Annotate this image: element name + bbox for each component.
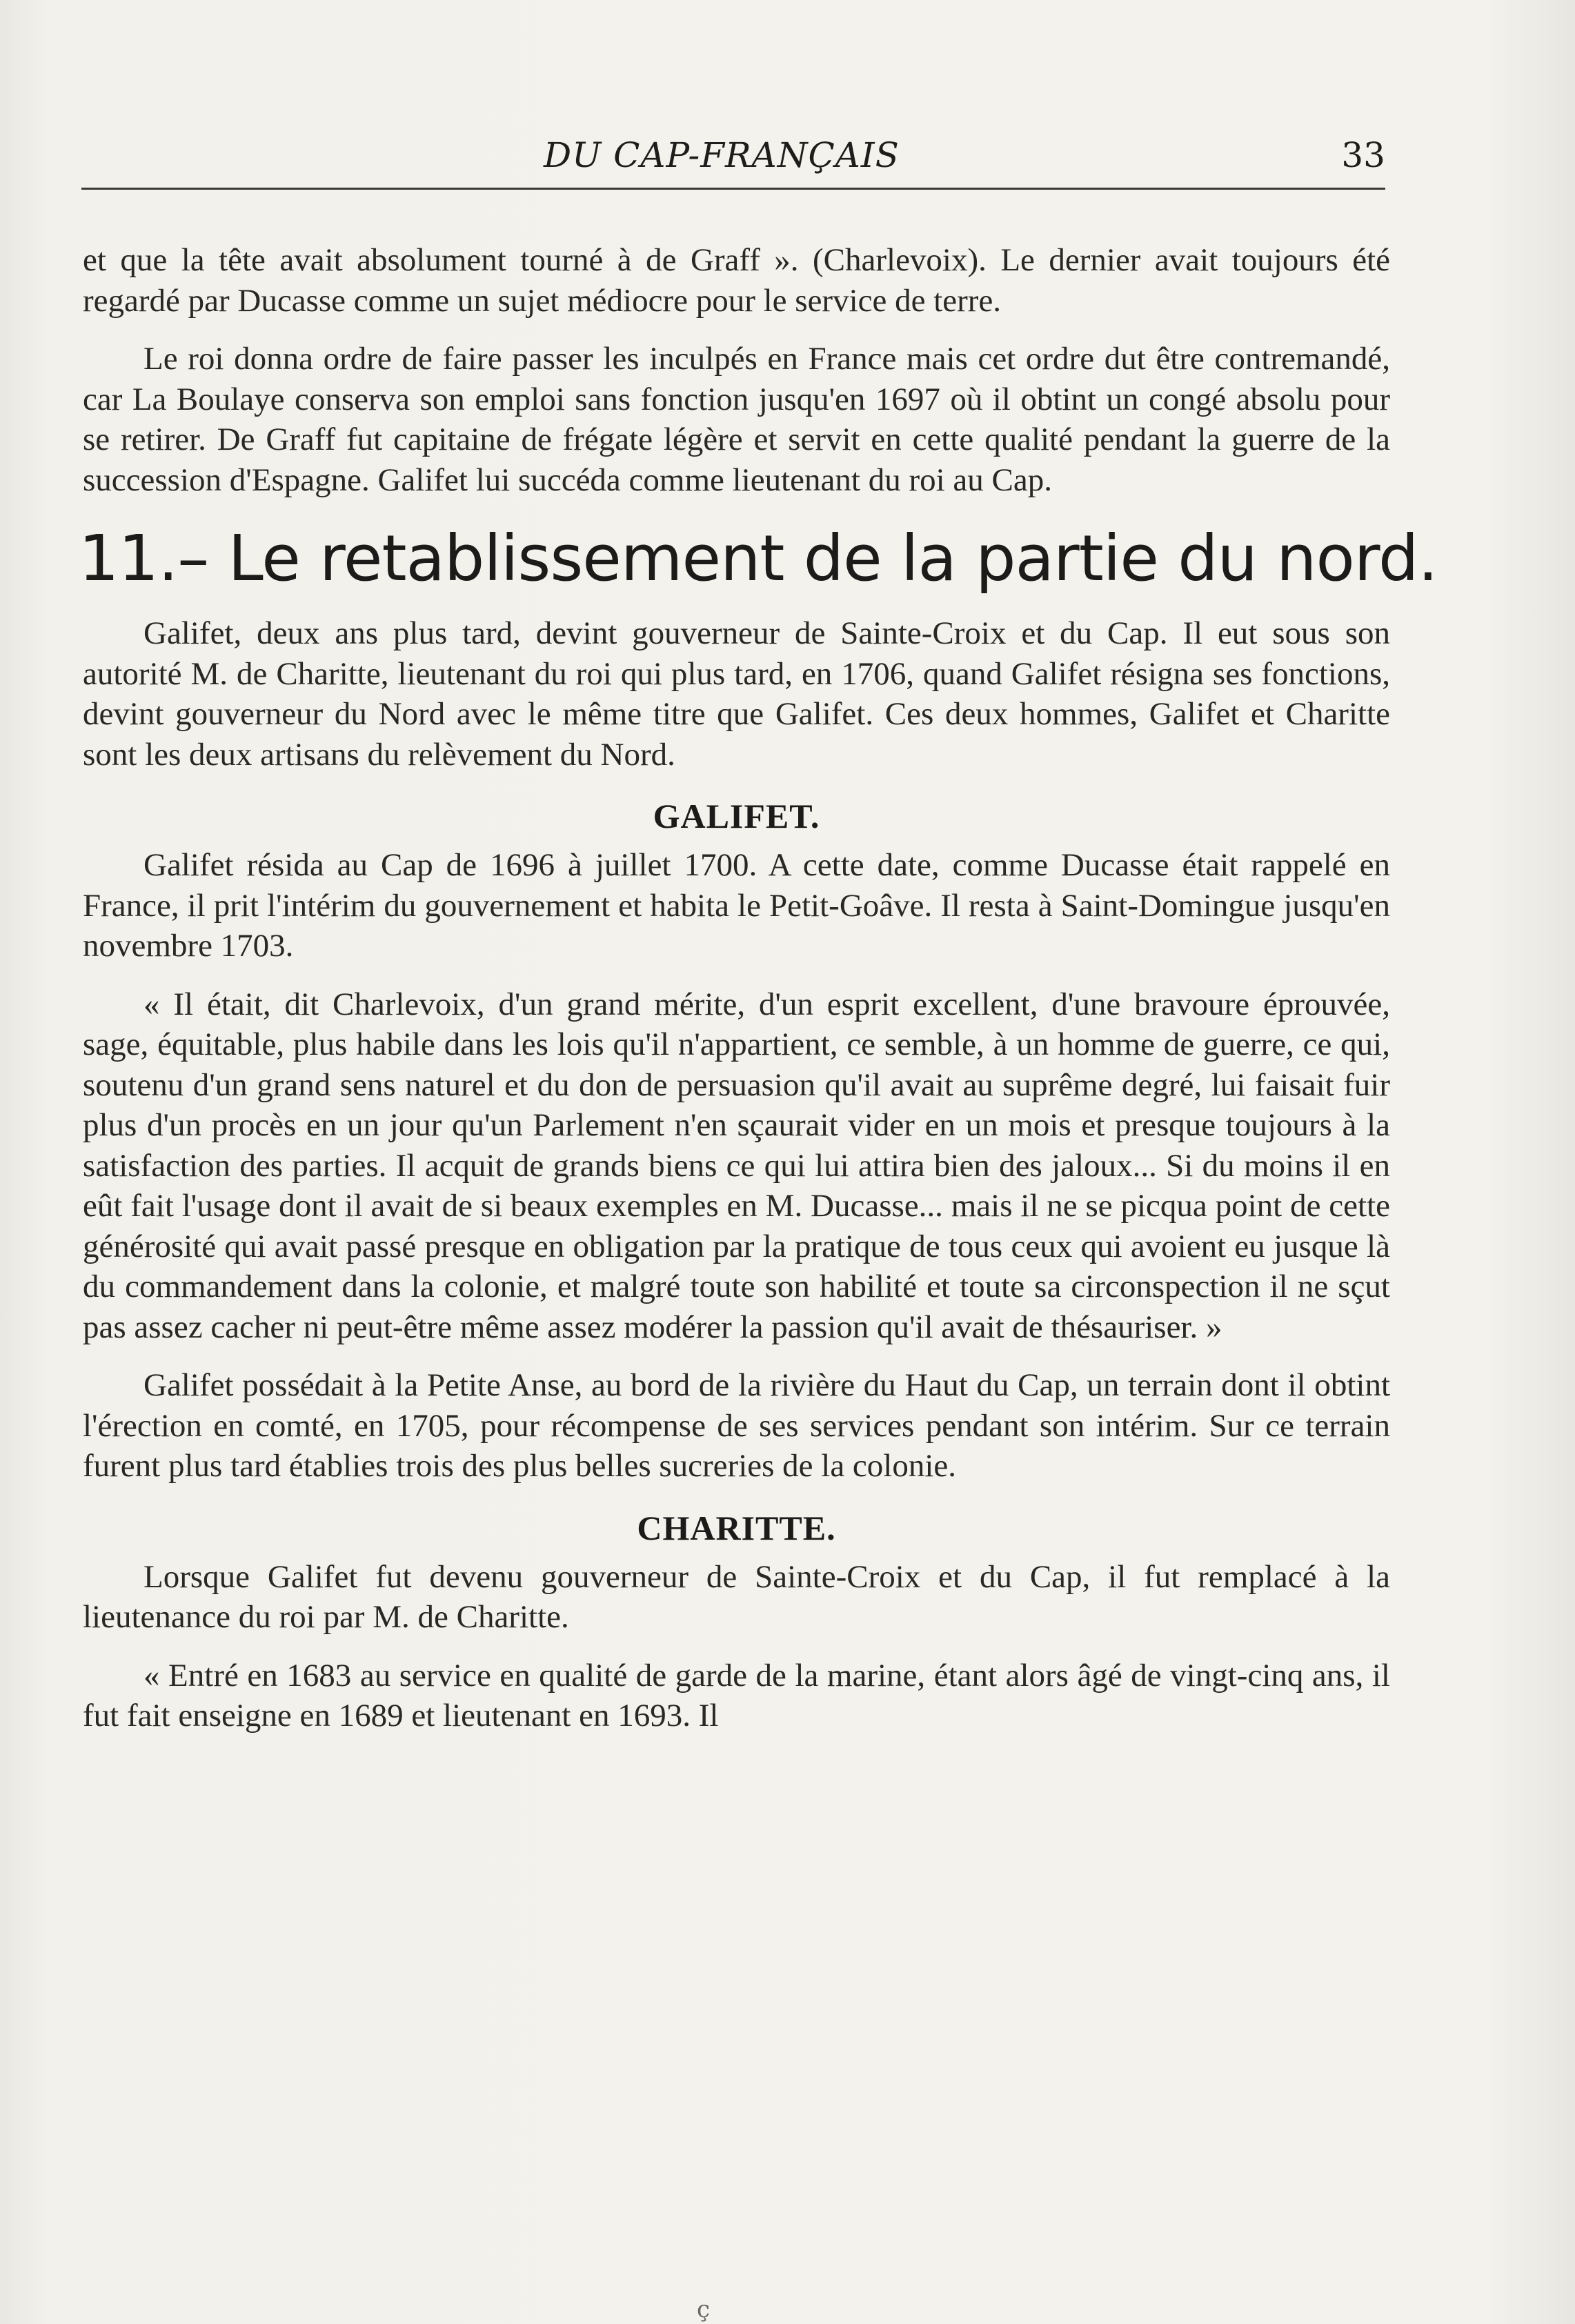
header-rule [81, 188, 1385, 190]
paragraph-galifet-1: Galifet résida au Cap de 1696 à juillet 1700. A cette date, comme Ducasse était rappelé en France, il prit l'intérim du gouvernement et habita le Petit-Goâve. Il resta à Saint-Domingue jusqu'en novembre 1703. [83, 847, 1390, 964]
paragraph-galifet-3: Galifet possédait à la Petite Anse, au bord de la rivière du Haut du Cap, un terrain dont il obtint l'érection en comté, en 1705, pour récompense de ses services pendant son intérim. Sur ce terrain furent plus tard établies trois des plus belles sucreries de la colonie. [83, 1367, 1390, 1484]
paragraph-galifet-quote: « Il était, dit Charlevoix, d'un grand mérite, d'un esprit excellent, d'une bravoure éprouvée, sage, équitable, plus habile dans les lois qu'il n'appartient, ce semble, à un homme de guerre, ce qui, soutenu d'un grand sens naturel et du don de persuasion qu'il avait au suprême degré, lui faisait fuir plus d'un procès en un jour qu'un Parlement n'en sçaurait vider en un mois et presque toujours à la satisfaction des parties. Il acquit de grands biens ce qui lui attira bien des jaloux... Si du moins il en eût fait l'usage dont il avait de si beaux exemples en M. Ducasse... mais il ne se picqua point de cette générosité qui avait passé presque en obligation par la pratique de tous ceux qui avoient eu jusque là du commandement dans la colonie, et malgré toute son habilité et toute sa circonspection il ne sçut pas assez cacher ni peut-être même assez modérer la passion qu'il avait de thésauriser. » [83, 986, 1390, 1345]
page-header [81, 130, 1385, 192]
paragraph-section-intro: Galifet, deux ans plus tard, devint gouverneur de Sainte-Croix et du Cap. Il eut sous son autorité M. de Charitte, lieutenant du roi qui plus tard, en 1706, quand Galifet résigna ses fonctions, devint gouverneur du Nord avec le même titre que Galifet. Ces deux hommes, Galifet et Charitte sont les deux artisans du relèvement du Nord. [83, 615, 1390, 773]
paragraph-charitte-2: « Entré en 1683 au service en qualité de garde de la marine, étant alors âgé de vingt-cinq ans, il fut fait enseigne en 1689 et lieutenant en 1693. Il [83, 1657, 1390, 1734]
paragraph-charitte-1: Lorsque Galifet fut devenu gouverneur de Sainte-Croix et du Cap, il fut remplacé à la lieutenance du roi par M. de Charitte. [83, 1558, 1390, 1635]
body-text [79, 240, 1438, 1736]
subheading-galifet: GALIFET. [653, 797, 820, 835]
footer-mark: ç [697, 2296, 711, 2323]
paragraph-king-order: Le roi donna ordre de faire passer les inculpés en France mais cet ordre dut être contremandé, car La Boulaye conserva son emploi sans fonction jusqu'en 1697 où il obtint un congé absolu pour se retirer. De Graff fut capitaine de frégate légère et servit en cette qualité pendant la guerre de la succession d'Espagne. Galifet lui succéda comme lieutenant du roi au Cap. [83, 341, 1390, 498]
page-number: 33 [1341, 135, 1385, 175]
subheading-charitte: CHARITTE. [637, 1508, 836, 1547]
paragraph-continuation: et que la tête avait absolument tourné à de Graff ». (Charlevoix). Le dernier avait toujours été regardé par Ducasse comme un sujet médiocre pour le service de terre. [83, 242, 1390, 319]
section-title: 11.– Le retablissement de la partie du nord. [79, 522, 1438, 595]
running-head: DU CAP-FRANÇAIS [544, 135, 900, 175]
